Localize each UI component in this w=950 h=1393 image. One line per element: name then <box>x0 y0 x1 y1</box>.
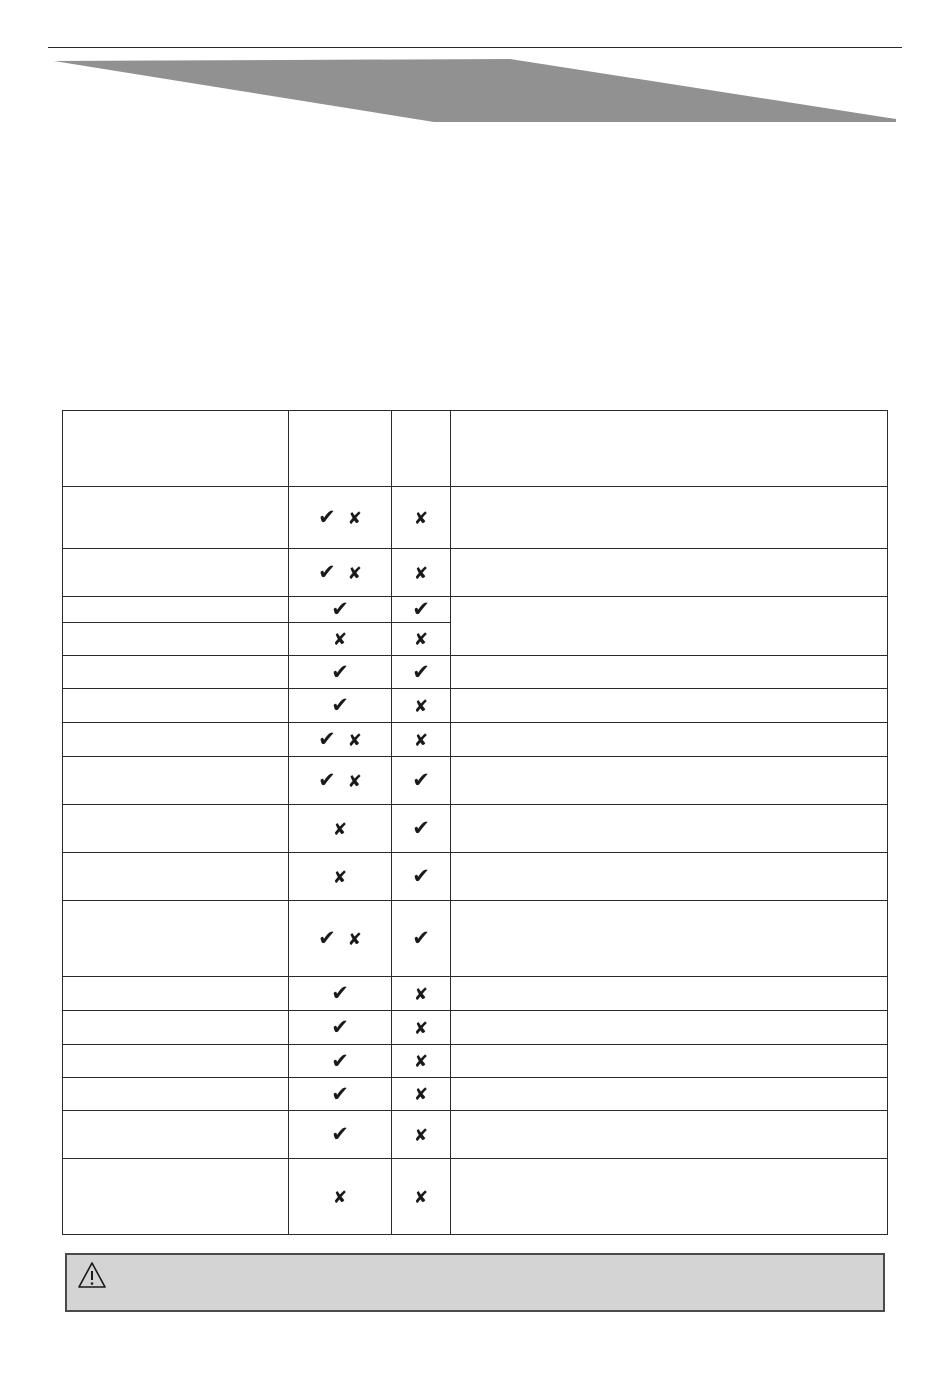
mark-cell <box>289 1111 392 1159</box>
check-mark-icon: ✔ <box>318 561 336 584</box>
description-cell <box>451 549 888 597</box>
mark-cell <box>289 623 392 656</box>
label-cell <box>63 901 289 977</box>
mark-cell <box>289 1159 392 1235</box>
description-cell <box>451 901 888 977</box>
description-cell <box>451 1078 888 1111</box>
table-row <box>63 487 888 549</box>
mark-cell <box>289 805 392 853</box>
mark-cell <box>392 656 451 689</box>
warning-triangle-icon <box>78 1261 106 1289</box>
mark-cell <box>392 1045 451 1078</box>
cross-mark-icon: ✘ <box>413 1125 429 1145</box>
feature-table <box>62 410 888 1235</box>
label-cell <box>63 805 289 853</box>
check-mark-icon: ✔ <box>318 769 336 792</box>
mark-cell <box>289 656 392 689</box>
table-row <box>63 689 888 723</box>
label-cell <box>63 623 289 656</box>
label-cell <box>63 1078 289 1111</box>
table-row <box>63 597 888 623</box>
description-cell <box>451 853 888 901</box>
table-row <box>63 1111 888 1159</box>
table-row <box>63 1045 888 1078</box>
table-header-row <box>63 411 888 487</box>
cross-mark-icon: ✘ <box>332 1187 348 1207</box>
table-row <box>63 1011 888 1045</box>
label-cell <box>63 549 289 597</box>
cross-mark-icon: ✘ <box>413 696 429 716</box>
top-rule <box>48 47 902 48</box>
mark-cell <box>392 901 451 977</box>
mark-cell <box>392 1111 451 1159</box>
mark-cell <box>392 853 451 901</box>
description-cell <box>451 977 888 1011</box>
description-cell <box>451 597 888 656</box>
cross-mark-icon: ✘ <box>413 1085 429 1104</box>
mark-cell <box>392 689 451 723</box>
label-cell <box>63 1159 289 1235</box>
label-cell <box>63 597 289 623</box>
table-row <box>63 757 888 805</box>
label-cell <box>63 853 289 901</box>
label-cell <box>63 656 289 689</box>
mark-cell <box>392 1159 451 1235</box>
table-row <box>63 1078 888 1111</box>
table-row <box>63 805 888 853</box>
mark-cell <box>392 805 451 853</box>
mark-cell <box>392 723 451 757</box>
cross-mark-icon: ✘ <box>347 509 362 528</box>
cross-mark-icon: ✘ <box>413 630 429 649</box>
mark-cell <box>289 977 392 1011</box>
mark-cell <box>392 757 451 805</box>
table-row <box>63 977 888 1011</box>
check-mark-icon: ✔ <box>331 660 349 684</box>
cross-mark-icon: ✘ <box>413 1018 429 1038</box>
label-cell <box>63 689 289 723</box>
mark-cell <box>392 549 451 597</box>
check-mark-icon: ✔ <box>331 694 349 717</box>
mark-cell <box>392 597 451 623</box>
check-mark-icon: ✔ <box>318 728 336 751</box>
mark-cell <box>392 1078 451 1111</box>
description-cell <box>451 487 888 549</box>
cross-mark-icon: ✘ <box>413 1187 429 1207</box>
mark-cell <box>289 901 392 977</box>
header-cell <box>392 411 451 487</box>
mark-cell <box>289 723 392 757</box>
check-mark-icon: ✔ <box>412 927 430 950</box>
header-cell <box>63 411 289 487</box>
check-mark-icon: ✔ <box>331 1049 349 1073</box>
mark-cell <box>392 1011 451 1045</box>
cross-mark-icon: ✘ <box>347 731 362 750</box>
header-banner <box>54 59 896 122</box>
check-mark-icon: ✔ <box>412 817 430 840</box>
check-mark-icon: ✔ <box>412 598 430 621</box>
cross-mark-icon: ✘ <box>413 984 429 1004</box>
mark-cell <box>289 689 392 723</box>
label-cell <box>63 1111 289 1159</box>
check-mark-icon: ✔ <box>412 660 430 684</box>
description-cell <box>451 723 888 757</box>
mark-cell <box>392 977 451 1011</box>
description-cell <box>451 757 888 805</box>
description-cell <box>451 1159 888 1235</box>
header-cell <box>289 411 392 487</box>
mark-cell <box>289 1045 392 1078</box>
mark-cell <box>392 487 451 549</box>
mark-cell <box>289 1078 392 1111</box>
table-row <box>63 853 888 901</box>
table-row <box>63 901 888 977</box>
cross-mark-icon: ✘ <box>347 564 362 583</box>
description-cell <box>451 1011 888 1045</box>
cross-mark-icon: ✘ <box>332 630 348 649</box>
cross-mark-icon: ✘ <box>413 730 429 750</box>
mark-cell <box>289 757 392 805</box>
check-mark-icon: ✔ <box>331 1123 349 1146</box>
mark-cell <box>289 597 392 623</box>
check-mark-icon: ✔ <box>331 982 349 1005</box>
check-mark-icon: ✔ <box>318 927 336 950</box>
table-row <box>63 1159 888 1235</box>
description-cell <box>451 656 888 689</box>
check-mark-icon: ✔ <box>318 506 336 529</box>
header-cell <box>451 411 888 487</box>
cross-mark-icon: ✘ <box>332 819 348 839</box>
table-row <box>63 723 888 757</box>
cross-mark-icon: ✘ <box>347 772 362 791</box>
check-mark-icon: ✔ <box>412 865 430 888</box>
label-cell <box>63 1011 289 1045</box>
header-banner-shape <box>54 59 896 122</box>
warning-note <box>65 1253 885 1312</box>
cross-mark-icon: ✘ <box>347 930 362 949</box>
check-mark-icon: ✔ <box>331 598 349 621</box>
description-cell <box>451 805 888 853</box>
label-cell <box>63 977 289 1011</box>
mark-cell <box>289 1011 392 1045</box>
description-cell <box>451 689 888 723</box>
check-mark-icon: ✔ <box>412 769 430 792</box>
mark-cell <box>392 623 451 656</box>
mark-cell <box>289 549 392 597</box>
check-mark-icon: ✔ <box>331 1016 349 1039</box>
label-cell <box>63 487 289 549</box>
label-cell <box>63 723 289 757</box>
cross-mark-icon: ✘ <box>413 563 429 583</box>
description-cell <box>451 1111 888 1159</box>
label-cell <box>63 1045 289 1078</box>
description-cell <box>451 1045 888 1078</box>
cross-mark-icon: ✘ <box>332 867 348 887</box>
cross-mark-icon: ✘ <box>413 508 429 528</box>
mark-cell <box>289 853 392 901</box>
table-row <box>63 549 888 597</box>
cross-mark-icon: ✘ <box>413 1052 429 1071</box>
check-mark-icon: ✔ <box>331 1082 349 1106</box>
label-cell <box>63 757 289 805</box>
mark-cell <box>289 487 392 549</box>
table-row <box>63 656 888 689</box>
